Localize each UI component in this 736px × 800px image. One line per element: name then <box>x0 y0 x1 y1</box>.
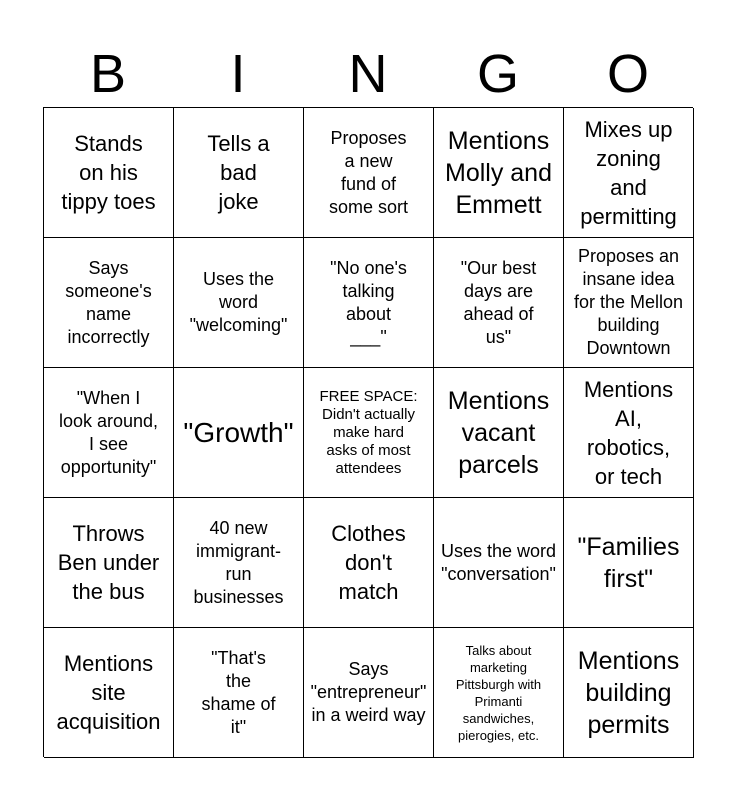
cell-text: 40 new immigrant- run businesses <box>193 517 284 607</box>
cell-text: "Growth" <box>183 416 294 448</box>
cell-text: Proposes an insane idea for the Mellon building Downtown <box>573 246 684 358</box>
cell-text: Mentions vacant parcels <box>447 386 550 479</box>
free-space-cell[interactable] <box>304 368 434 498</box>
cell-text: Mentions site acquisition <box>56 651 161 734</box>
cell-text: "When I look around, I see opportunity" <box>58 387 159 477</box>
cell-text: Talks about marketing Pittsburgh with Primanti sandwiches, pierogies, etc. <box>455 642 542 743</box>
bingo-cell[interactable] <box>174 368 304 498</box>
cell-text: Uses the word "welcoming" <box>189 269 288 335</box>
header-letter-b: B <box>89 44 127 104</box>
header-letter-n: N <box>348 44 388 104</box>
cell-text: Throws Ben under the bus <box>57 521 160 604</box>
bingo-cell[interactable] <box>564 498 694 628</box>
bingo-cell[interactable] <box>434 368 564 498</box>
bingo-cell[interactable] <box>44 238 174 368</box>
bingo-cell[interactable] <box>44 628 174 758</box>
cell-text: FREE SPACE: Didn't actually make hard asks of most attendees <box>319 387 418 477</box>
cell-text: "Our best days are ahead of us" <box>460 257 537 347</box>
cell-text: Proposes a new fund of some sort <box>328 127 409 217</box>
header-letter-i: I <box>230 44 246 104</box>
cell-text: Clothes don't match <box>331 521 406 604</box>
bingo-cell[interactable] <box>44 368 174 498</box>
bingo-cell[interactable] <box>174 628 304 758</box>
bingo-cell[interactable] <box>174 108 304 238</box>
bingo-cell[interactable] <box>174 498 304 628</box>
bingo-cell[interactable] <box>304 498 434 628</box>
cell-text: Tells a bad joke <box>207 131 270 214</box>
bingo-cell[interactable] <box>564 108 694 238</box>
cell-text: Stands on his tippy toes <box>61 131 156 214</box>
cell-text: Mentions building permits <box>577 646 680 739</box>
cell-text: "That's the shame of it" <box>201 647 276 737</box>
cell-text: Mentions AI, robotics, or tech <box>583 376 674 489</box>
bingo-cell[interactable] <box>434 238 564 368</box>
cell-text: "Families first" <box>577 532 680 593</box>
cell-text: Uses the word "conversation" <box>440 540 557 584</box>
bingo-cell[interactable] <box>44 498 174 628</box>
header-letter-o: O <box>606 44 649 104</box>
bingo-cell[interactable] <box>304 628 434 758</box>
cell-text: Says "entrepreneur" in a weird way <box>310 659 427 725</box>
bingo-header <box>43 40 693 108</box>
bingo-cell[interactable] <box>564 368 694 498</box>
cell-text: Mentions Molly and Emmett <box>445 126 552 219</box>
bingo-cell[interactable] <box>304 238 434 368</box>
bingo-cell[interactable] <box>434 498 564 628</box>
bingo-cell[interactable] <box>434 628 564 758</box>
bingo-cell[interactable] <box>304 108 434 238</box>
cell-text: Says someone's name incorrectly <box>65 257 152 347</box>
bingo-grid <box>43 107 693 757</box>
bingo-cell[interactable] <box>434 108 564 238</box>
header-letter-g: G <box>476 44 519 104</box>
bingo-cell[interactable] <box>564 238 694 368</box>
cell-text: Mixes up zoning and permitting <box>580 116 677 229</box>
bingo-cell[interactable] <box>564 628 694 758</box>
bingo-cell[interactable] <box>44 108 174 238</box>
bingo-cell[interactable] <box>174 238 304 368</box>
cell-text: "No one's talking about ___" <box>330 257 407 347</box>
